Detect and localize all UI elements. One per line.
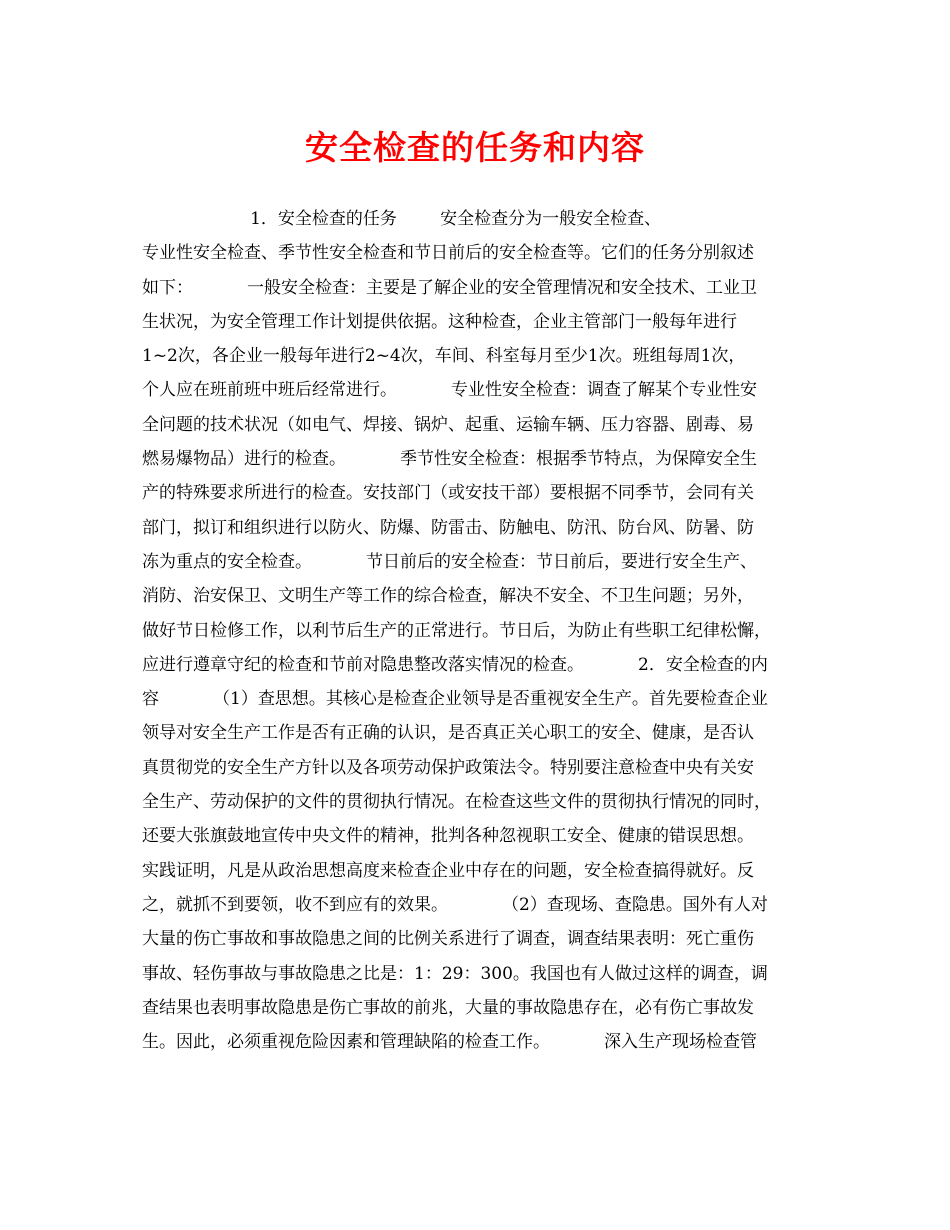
body-line: 查结果也表明事故隐患是伤亡事故的前兆，大量的事故隐患存在，必有伤亡事故发 xyxy=(142,997,754,1018)
body-line: 生状况，为安全管理工作计划提供依据。这种检查，企业主管部门一般每年进行 xyxy=(142,311,737,332)
body-line: 实践证明，凡是从政治思想高度来检查企业中存在的问题，安全检查搞得就好。反 xyxy=(142,860,754,881)
body-line: 大量的伤亡事故和事故隐患之间的比例关系进行了调查，调查结果表明：死亡重伤 xyxy=(142,929,754,950)
body-line: 冻为重点的安全检查。 节日前后的安全检查：节日前后，要进行安全生产、 xyxy=(142,551,758,572)
body-line: 消防、治安保卫、文明生产等工作的综合检查，解决不安全、不卫生问题；另外， xyxy=(142,586,754,607)
body-line: 1．安全检查的任务 安全检查分为一般安全检查、 xyxy=(142,209,662,229)
body-line: 事故、轻伤事故与事故隐患之比是：1：29：300。我国也有人做过这样的调查，调 xyxy=(142,963,768,984)
document-title: 安全检查的任务和内容 xyxy=(305,128,645,167)
body-line: 做好节日检修工作，以利节后生产的正常进行。节日后，为防止有些职工纪律松懈， xyxy=(142,620,771,641)
body-line: 产的特殊要求所进行的检查。安技部门（或安技干部）要根据不同季节，会同有关 xyxy=(142,483,754,504)
body-line: 真贯彻党的安全生产方针以及各项劳动保护政策法令。特别要注意检查中央有关安 xyxy=(142,757,754,778)
body-line: 领导对安全生产工作是否有正确的认识，是否真正关心职工的安全、健康，是否认 xyxy=(142,723,754,744)
body-line: 全生产、劳动保护的文件的贯彻执行情况。在检查这些文件的贯彻执行情况的同时， xyxy=(142,792,771,813)
body-line: 还要大张旗鼓地宣传中央文件的精神，批判各种忽视职工安全、健康的错误思想。 xyxy=(142,826,754,847)
body-line: 部门，拟订和组织进行以防火、防爆、防雷击、防触电、防汛、防台风、防暑、防 xyxy=(142,517,754,538)
document-body xyxy=(142,202,812,1059)
body-line: 全问题的技术状况（如电气、焊接、锅炉、起重、运输车辆、压力容器、剧毒、易 xyxy=(142,414,754,435)
body-line: 专业性安全检查、季节性安全检查和节日前后的安全检查等。它们的任务分别叙述 xyxy=(142,243,754,264)
body-line: 生。因此，必须重视危险因素和管理缺陷的检查工作。 深入生产现场检查管 xyxy=(142,1032,758,1053)
body-line: 个人应在班前班中班后经常进行。 专业性安全检查：调查了解某个专业性安 xyxy=(142,380,758,401)
body-line: 应进行遵章守纪的检查和节前对隐患整改落实情况的检查。 2．安全检查的内 xyxy=(142,654,768,675)
body-line: 容 （1）查思想。其核心是检查企业领导是否重视安全生产。首先要检查企业 xyxy=(142,689,768,710)
body-line: 如下： 一般安全检查：主要是了解企业的安全管理情况和安全技术、工业卫 xyxy=(142,277,758,298)
body-line: 燃易爆物品）进行的检查。 季节性安全检查：根据季节特点，为保障安全生 xyxy=(142,449,758,470)
body-line: 1~2次，各企业一般每年进行2~4次，车间、科室每月至少1次。班组每周1次， xyxy=(142,346,746,367)
body-line: 之，就抓不到要领，收不到应有的效果。 （2）查现场、查隐患。国外有人对 xyxy=(142,894,768,915)
